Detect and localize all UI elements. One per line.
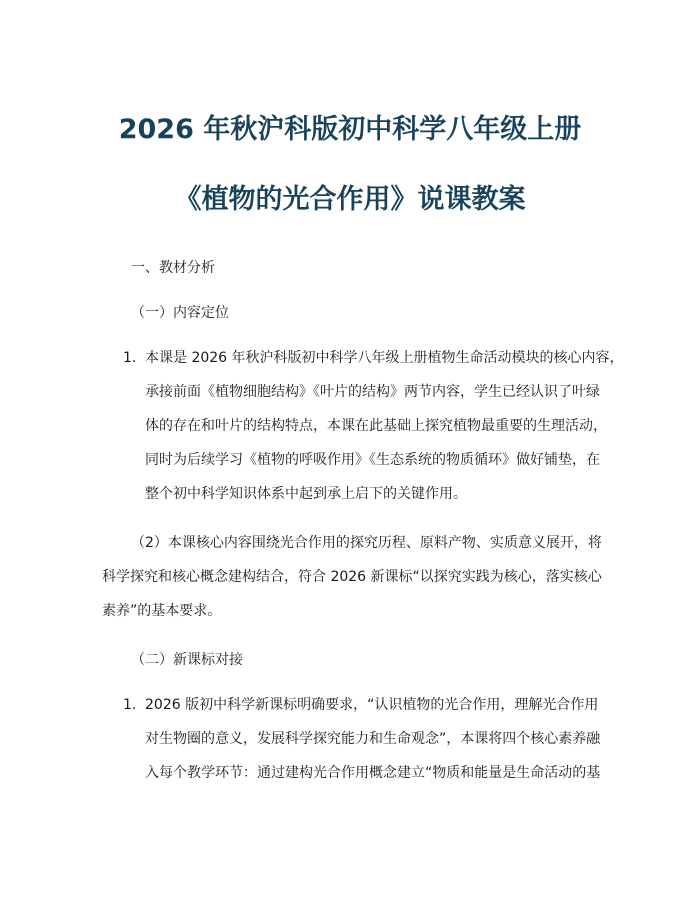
list-item-text-line: 体的存在和叶片的结构特点，本课在此基础上探究植物最重要的生理活动， (145, 418, 607, 434)
list-item-text-line: 整个初中科学知识体系中起到承上启下的关键作用。 (145, 486, 467, 502)
paragraph-text-line: （2）本课核心内容围绕光合作用的探究历程、原料产物、实质意义展开，将 (131, 535, 602, 551)
list-item-number: 1. (123, 350, 137, 366)
document-title-line-2: 《植物的光合作用》说课教案 (174, 184, 526, 215)
list-item-text-line: 入每个教学环节：通过建构光合作用概念建立“物质和能量是生命活动的基 (145, 765, 601, 781)
paragraph-text-line: 素养”的基本要求。 (102, 603, 222, 619)
list-item-text-line: 承接前面《植物细胞结构》《叶片的结构》两节内容，学生已经认识了叶绿 (145, 384, 600, 400)
list-item-text-line: 同时为后续学习《植物的呼吸作用》《生态系统的物质循环》做好铺垫，在 (145, 452, 600, 468)
list-item-text-line: 2026 版初中科学新课标明确要求，“认识植物的光合作用，理解光合作用 (145, 697, 599, 713)
list-item-number: 1. (123, 697, 137, 713)
list-item-text-line: 对生物圈的意义，发展科学探究能力和生命观念”，本课将四个核心素养融 (145, 731, 601, 747)
subsection-heading-content-positioning: （一）内容定位 (131, 305, 229, 321)
document-title-line-1: 2026 年秋沪科版初中科学八年级上册 (118, 114, 582, 145)
paragraph-text-line: 科学探究和核心概念建构结合，符合 2026 新课标“以探究实践为核心，落实核心 (102, 569, 602, 585)
section-heading-textbook-analysis: 一、教材分析 (131, 260, 215, 276)
subsection-heading-new-curriculum: （二）新课标对接 (131, 652, 243, 668)
list-item-text-line: 本课是 2026 年秋沪科版初中科学八年级上册植物生命活动模块的核心内容， (145, 350, 624, 366)
